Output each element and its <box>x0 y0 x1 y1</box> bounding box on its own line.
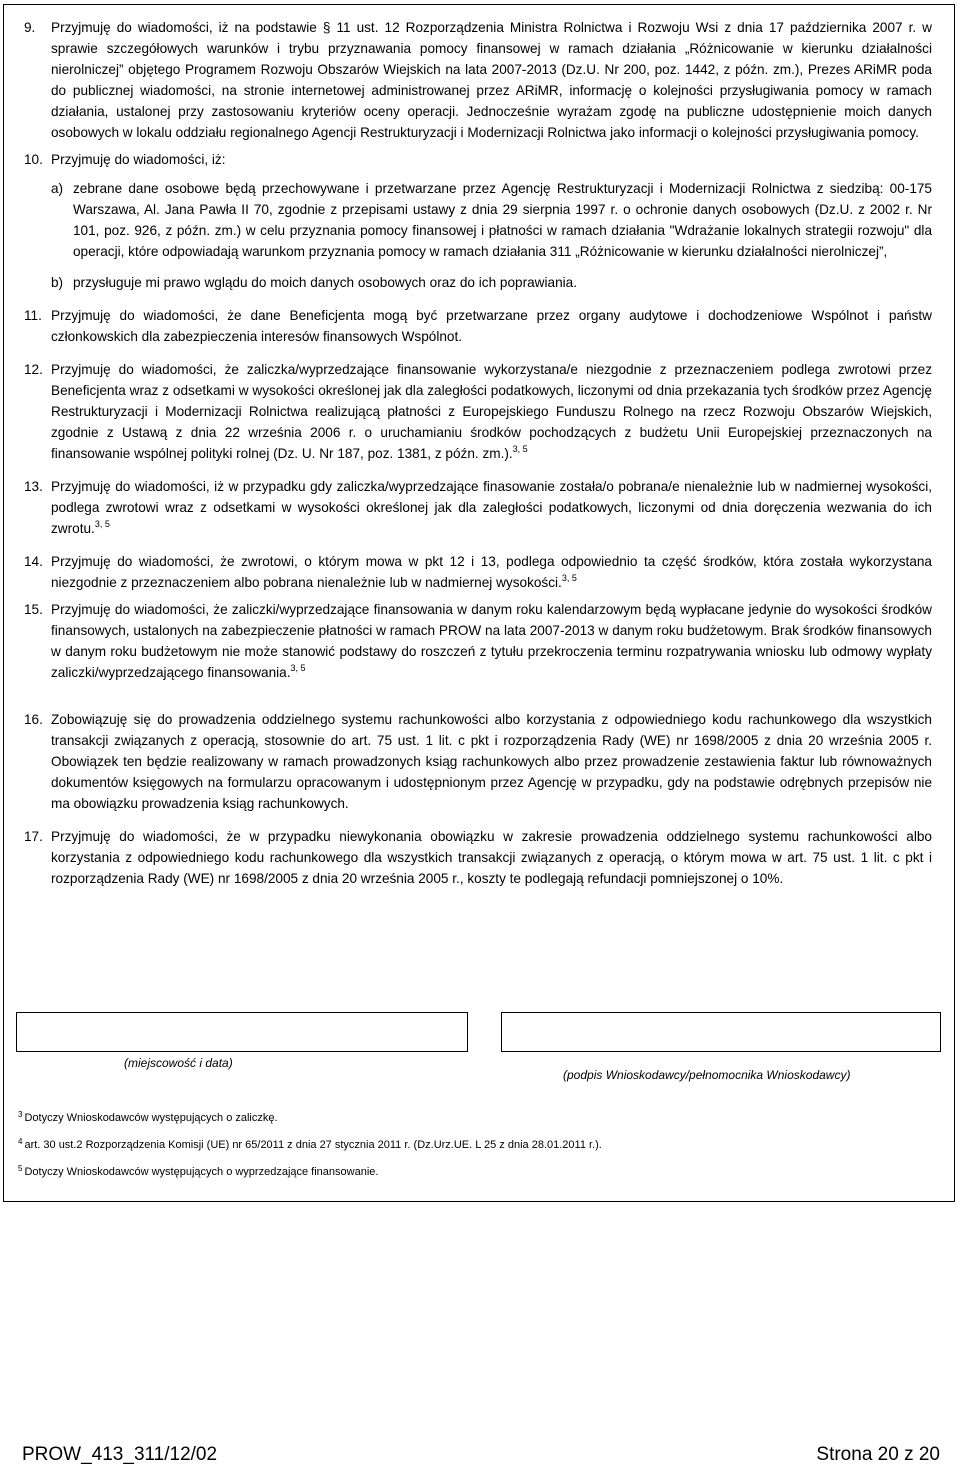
clause-number: 14. <box>24 554 43 569</box>
footnote-text: art. 30 ust.2 Rozporządzenia Komisji (UE) nr 65/2011 z dnia 27 stycznia 2011 r. (Dz.Urz.UE. L 25 z dnia 28.01.2011 r.). <box>24 1139 602 1151</box>
clause-16 <box>4 709 954 814</box>
footnote-5 <box>18 1165 378 1179</box>
clause-text: Przyjmuję do wiadomości, iż w przypadku gdy zaliczka/wyprzedzające finasowanie została/o pobrana/e nienależnie lub w nadmiernej wysokości, podlega zwrotowi wraz z odsetkami w wysokości określonej jak dla zaległości podatkowych, liczonymi od dnia doręczenia wezwania do ich zwrotu. <box>51 479 932 536</box>
clause-number: 11. <box>24 308 42 323</box>
signature-field[interactable] <box>501 1012 941 1052</box>
page-number: Strona 20 z 20 <box>816 1444 940 1465</box>
clause-number: 13. <box>24 479 43 494</box>
footnote-4 <box>18 1138 602 1152</box>
clause-11 <box>4 305 954 347</box>
clause-number: 9. <box>24 20 36 35</box>
subitem-label: b) <box>51 275 64 290</box>
clause-17 <box>4 826 954 889</box>
clause-15 <box>4 599 954 683</box>
clause-14 <box>4 551 954 593</box>
clause-text: Przyjmuję do wiadomości, iż na podstawie § 11 ust. 12 Rozporządzenia Ministra Rolnictwa i Rozwoju Wsi z dnia 17 października 2007 r. w sprawie szczegółowych warunków i trybu przyznawania pomocy finansowej w ramach działania „Różnicowanie w kierunku działalności nierolniczej” objętego Programem Rozwoju Obszarów Wiejskich na lata 2007-2013 (Dz.U. Nr 200, poz. 1442, z późn. zm.), Prezes ARiMR poda do publicznej wiadomości, na stronie internetowej administrowanej przez ARiMR, informację o kolejności przysługiwania pomocy w ramach działania, ustalonej przy zastosowaniu kryteriów oceny operacji. Jednocześnie wyrażam zgodę na publiczne udostępnienie moich danych osobowych w lokalu oddziału regionalnego Agencji Restrukturyzacji i Modernizacji Rolnictwa jako informacji o kolejności przysługiwania pomocy. <box>51 20 932 140</box>
clause-text: Przyjmuję do wiadomości, że zaliczki/wyprzedzające finansowania w danym roku kalendarzowym będą wypłacane jedynie do wysokości środków finansowych, ustalonych na zabezpieczenie płatności w ramach PROW na lata 2007-2013 w danym roku budżetowym. Brak środków finansowych w danym roku budżetowym nie może stanowić podstawy do roszczeń z tytułu przekroczenia terminu rozpatrywania wniosku lub odmowy wypłaty zaliczki/wyprzedzającego finansowania. <box>51 602 932 680</box>
clause-10-item-a <box>51 178 932 262</box>
clause-10-item-b <box>51 272 932 293</box>
clause-text: Przyjmuję do wiadomości, iż: <box>51 152 226 167</box>
clause-number: 15. <box>24 602 43 617</box>
signature-caption: (podpis Wnioskodawcy/pełnomocnika Wnioskodawcy) <box>563 1068 851 1082</box>
clause-text: Przyjmuję do wiadomości, że zaliczka/wyprzedzające finansowanie wykorzystana/e niezgodnie z przeznaczeniem podlega zwrotowi przez Beneficjenta wraz z odsetkami w wysokości określonej jak dla zaległości podatkowych, liczonymi od dnia przekazania tych środków przez Agencję Restrukturyzacji i Modernizacji Rolnictwa realizującą płatności z Europejskiego Funduszu Rolnego na rzecz Rozwoju Obszarów Wiejskich, zgodnie z Ustawą z dnia 22 września 2006 r. o uruchamianiu środków pochodzących z budżetu Unii Europejskiej przeznaczonych na finansowanie wspólnej polityki rolnej (Dz. U. Nr 187, poz. 1381, z późn. zm.). <box>51 362 932 461</box>
footnote-ref: 3, 5 <box>290 663 306 673</box>
clause-text: Przyjmuję do wiadomości, że zwrotowi, o którym mowa w pkt 12 i 13, podlega odpowiednio ta część środków, która została wykorzystana niezgodnie z przeznaczeniem albo pobrana nienależnie lub w nadmiernej wysokości. <box>51 554 932 590</box>
footnote-text: Dotyczy Wnioskodawców występujących o zaliczkę. <box>24 1112 278 1124</box>
clause-number: 10. <box>24 152 43 167</box>
document-frame <box>3 4 955 1202</box>
clause-number: 16. <box>24 712 43 727</box>
footnote-ref: 3, 5 <box>94 519 110 529</box>
footnote-ref: 3, 5 <box>561 573 577 583</box>
clause-9 <box>4 17 954 143</box>
footnote-number: 4 <box>18 1137 23 1146</box>
footnote-text: Dotyczy Wnioskodawców występujących o wyprzedzające finansowanie. <box>24 1166 379 1178</box>
clause-text: Przyjmuję do wiadomości, że w przypadku niewykonania obowiązku w zakresie prowadzenia oddzielnego systemu rachunkowości albo korzystania z odpowiedniego kodu rachunkowego dla wszystkich transakcji związanych z operacją, o którym mowa w art. 75 ust. 1 lit. c pkt i rozporządzenia Rady (WE) nr 1698/2005 z dnia 20 września 2005 r., koszty te podlegają refundacji pomniejszonej o 10%. <box>51 829 932 886</box>
place-date-field[interactable] <box>16 1012 468 1052</box>
clause-10 <box>4 149 954 293</box>
declarations-list <box>4 17 954 889</box>
footnote-number: 5 <box>18 1164 23 1173</box>
clause-13 <box>4 476 954 539</box>
clause-12 <box>4 359 954 464</box>
footnote-3 <box>18 1111 278 1125</box>
subitem-label: a) <box>51 181 64 196</box>
clause-number: 12. <box>24 362 43 377</box>
clause-text: Zobowiązuję się do prowadzenia oddzielnego systemu rachunkowości albo korzystania z odpowiedniego kodu rachunkowego dla wszystkich transakcji związanych z operacją, stosownie do art. 75 ust. 1 lit. c pkt i rozporządzenia Rady (WE) nr 1698/2005 z dnia 20 września 2005 r. Obowiązek ten będzie realizowany w ramach prowadzonych ksiąg rachunkowych albo przez prowadzenie zestawienia faktur lub równoważnych dokumentów księgowych na formularzu opracowanym i udostępnionym przez Agencję w przypadku, gdy na podstawie odrębnych przepisów nie ma obowiązku prowadzenia ksiąg rachunkowych. <box>51 712 932 811</box>
footnote-ref: 3, 5 <box>512 444 528 454</box>
footnote-number: 3 <box>18 1110 23 1119</box>
clause-text: Przyjmuję do wiadomości, że dane Beneficjenta mogą być przetwarzane przez organy audytowe i dochodzeniowe Wspólnot i państw członkowskich dla zabezpieczenia interesów finansowych Wspólnot. <box>51 308 932 344</box>
clause-number: 17. <box>24 829 43 844</box>
subitem-text: zebrane dane osobowe będą przechowywane i przetwarzane przez Agencję Restrukturyzacji i Modernizacji Rolnictwa z siedzibą: 00-175 Warszawa, Al. Jana Pawła II 70, zgodnie z przepisami ustawy z dnia 29 sierpnia 1997 r. o ochronie danych osobowych (Dz.U. z 2002 r. Nr 101, poz. 926, z późn. zm.) w celu przyznania pomocy finansowej i płatności w ramach działania "Wdrażanie lokalnych strategii rozwoju" dla operacji, które odpowiadają warunkom przyznania pomocy w ramach działania 311 „Różnicowanie w kierunku działalności nierolniczej”, <box>73 181 932 259</box>
place-date-caption: (miejscowość i data) <box>124 1056 233 1070</box>
document-code: PROW_413_311/12/02 <box>22 1444 218 1465</box>
subitem-text: przysługuje mi prawo wglądu do moich danych osobowych oraz do ich poprawiania. <box>73 275 577 290</box>
